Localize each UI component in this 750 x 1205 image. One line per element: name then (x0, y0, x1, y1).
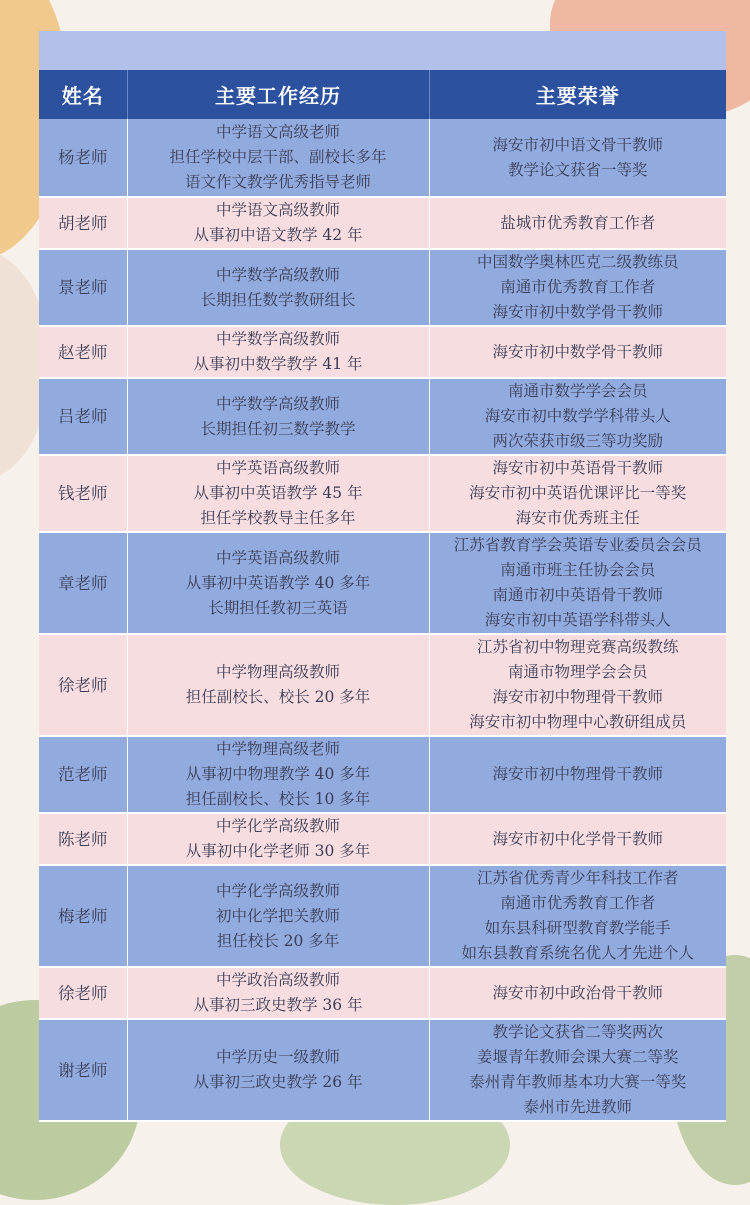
honor-line: 两次荣获市级三等功奖励 (492, 432, 663, 450)
honor-line: 海安市初中物理骨干教师 (492, 765, 663, 783)
experience-line: 从事初中英语教学 45 年 (193, 484, 363, 502)
teacher-name: 钱老师 (39, 455, 127, 532)
honors-cell (429, 455, 726, 532)
experience-line: 语文作文教学优秀指导老师 (184, 173, 371, 191)
experience-line: 从事初三政史教学 26 年 (193, 1073, 363, 1091)
table-row (39, 532, 726, 634)
table-row (39, 813, 726, 865)
honor-line: 如东县教育系统名优人才先进个人 (461, 944, 694, 962)
teacher-name: 胡老师 (39, 197, 127, 249)
honor-line: 中国数学奥林匹克二级教练员 (476, 253, 679, 271)
experience-line: 中学数学高级教师 (215, 394, 340, 413)
experience-cell (127, 532, 429, 634)
table-row (39, 197, 726, 249)
teacher-table (39, 70, 726, 1122)
experience-line: 担任学校中层干部、副校长多年 (169, 148, 387, 166)
experience-line: 中学英语高级教师 (215, 459, 340, 477)
table-row (39, 119, 726, 197)
honor-line: 海安市初中英语骨干教师 (492, 459, 663, 477)
honor-line: 海安市优秀班主任 (515, 509, 640, 527)
experience-line: 担任校长 20 多年 (216, 931, 340, 950)
teacher-name: 章老师 (39, 532, 127, 634)
honor-line: 江苏省优秀青少年科技工作者 (476, 869, 679, 887)
table-body (39, 119, 726, 1121)
honors-cell (429, 532, 726, 634)
teacher-name: 徐老师 (39, 967, 127, 1019)
table-header-row (39, 70, 726, 119)
honors-cell (429, 736, 726, 813)
experience-cell (127, 378, 429, 455)
honor-line: 海安市初中数学学科带头人 (484, 407, 671, 425)
honor-line: 泰州市先进教师 (523, 1098, 632, 1116)
honor-line: 教学论文获省一等奖 (507, 160, 648, 179)
experience-cell (127, 1019, 429, 1121)
experience-line: 中学物理高级老师 (215, 740, 340, 758)
honors-cell (429, 967, 726, 1019)
honors-cell (429, 197, 726, 249)
experience-line: 中学语文高级老师 (215, 123, 340, 141)
honor-line: 南通市初中英语骨干教师 (492, 586, 663, 604)
honor-line: 海安市初中数学骨干教师 (492, 342, 663, 361)
honor-line: 姜堰青年教师会课大赛二等奖 (476, 1048, 679, 1066)
teacher-table-card (39, 31, 726, 1122)
table-row (39, 455, 726, 532)
table-row (39, 967, 726, 1019)
teacher-name: 陈老师 (39, 813, 127, 865)
experience-cell (127, 967, 429, 1019)
experience-line: 从事初中英语教学 40 多年 (185, 573, 371, 592)
experience-line: 中学数学高级教师 (215, 330, 340, 348)
honor-line: 海安市初中英语优课评比一等奖 (469, 484, 687, 502)
table-row (39, 378, 726, 455)
honor-line: 江苏省教育学会英语专业委员会会员 (453, 536, 702, 554)
card-top-band (39, 31, 726, 70)
experience-line: 长期担任数学教研组长 (200, 290, 356, 309)
experience-line: 从事初中语文教学 42 年 (193, 226, 363, 244)
experience-cell (127, 197, 429, 249)
experience-cell (127, 865, 429, 967)
honors-cell (429, 1019, 726, 1121)
experience-line: 中学政治高级教师 (215, 971, 340, 989)
honors-cell (429, 326, 726, 378)
honor-line: 南通市班主任协会会员 (500, 561, 656, 579)
honors-cell (429, 865, 726, 967)
experience-line: 中学历史一级教师 (215, 1048, 340, 1066)
honors-cell (429, 119, 726, 197)
teacher-name: 梅老师 (39, 865, 127, 967)
experience-cell (127, 455, 429, 532)
header-name: 姓名 (39, 70, 127, 119)
experience-cell (127, 634, 429, 736)
honors-cell (429, 249, 726, 326)
honor-line: 南通市优秀教育工作者 (500, 278, 656, 296)
experience-line: 中学英语高级教师 (215, 548, 340, 567)
honor-line: 海安市初中语文骨干教师 (492, 135, 663, 154)
teacher-name: 景老师 (39, 249, 127, 326)
teacher-name: 杨老师 (39, 119, 127, 197)
honor-line: 海安市初中英语学科带头人 (484, 611, 671, 629)
experience-line: 中学物理高级教师 (215, 663, 340, 681)
honors-cell (429, 378, 726, 455)
table-row (39, 249, 726, 326)
experience-line: 从事初中物理教学 40 多年 (185, 765, 371, 783)
honor-line: 教学论文获省二等奖两次 (492, 1023, 663, 1041)
experience-line: 中学化学高级教师 (215, 817, 340, 835)
honor-line: 海安市初中物理骨干教师 (492, 688, 663, 706)
experience-cell (127, 249, 429, 326)
honor-line: 南通市物理学会会员 (507, 663, 648, 681)
header-honors: 主要荣誉 (429, 70, 726, 119)
experience-cell (127, 326, 429, 378)
teacher-name: 赵老师 (39, 326, 127, 378)
experience-line: 长期担任教初三英语 (208, 598, 348, 617)
honor-line: 盐城市优秀教育工作者 (500, 213, 656, 232)
table-row (39, 634, 726, 736)
honor-line: 江苏省初中物理竞赛高级教练 (476, 638, 679, 656)
experience-line: 担任副校长、校长 10 多年 (185, 790, 371, 808)
header-experience: 主要工作经历 (127, 70, 429, 119)
honor-line: 南通市数学学会会员 (507, 382, 648, 400)
honor-line: 海安市初中数学骨干教师 (492, 303, 663, 321)
experience-cell (127, 813, 429, 865)
table-row (39, 736, 726, 813)
experience-cell (127, 119, 429, 197)
experience-line: 初中化学把关教师 (215, 906, 340, 925)
experience-line: 从事初中数学教学 41 年 (193, 355, 363, 373)
teacher-name: 徐老师 (39, 634, 127, 736)
experience-line: 中学语文高级教师 (215, 201, 340, 219)
honor-line: 海安市初中化学骨干教师 (492, 829, 663, 848)
experience-line: 中学数学高级教师 (215, 265, 340, 284)
honor-line: 海安市初中政治骨干教师 (492, 983, 663, 1002)
table-row (39, 865, 726, 967)
teacher-name: 吕老师 (39, 378, 127, 455)
honors-cell (429, 813, 726, 865)
experience-line: 担任学校教导主任多年 (200, 509, 356, 527)
honors-cell (429, 634, 726, 736)
experience-cell (127, 736, 429, 813)
experience-line: 长期担任初三数学教学 (200, 419, 356, 438)
honor-line: 海安市初中物理中心教研组成员 (469, 713, 687, 731)
table-row (39, 1019, 726, 1121)
experience-line: 从事初中化学老师 30 多年 (185, 842, 371, 860)
honor-line: 泰州青年教师基本功大赛一等奖 (469, 1073, 687, 1091)
teacher-name: 范老师 (39, 736, 127, 813)
experience-line: 从事初三政史教学 36 年 (193, 996, 363, 1014)
honor-line: 南通市优秀教育工作者 (500, 894, 656, 912)
table-row (39, 326, 726, 378)
teacher-name: 谢老师 (39, 1019, 127, 1121)
experience-line: 担任副校长、校长 20 多年 (185, 688, 371, 706)
honor-line: 如东县科研型教育教学能手 (484, 919, 671, 937)
experience-line: 中学化学高级教师 (215, 881, 340, 900)
